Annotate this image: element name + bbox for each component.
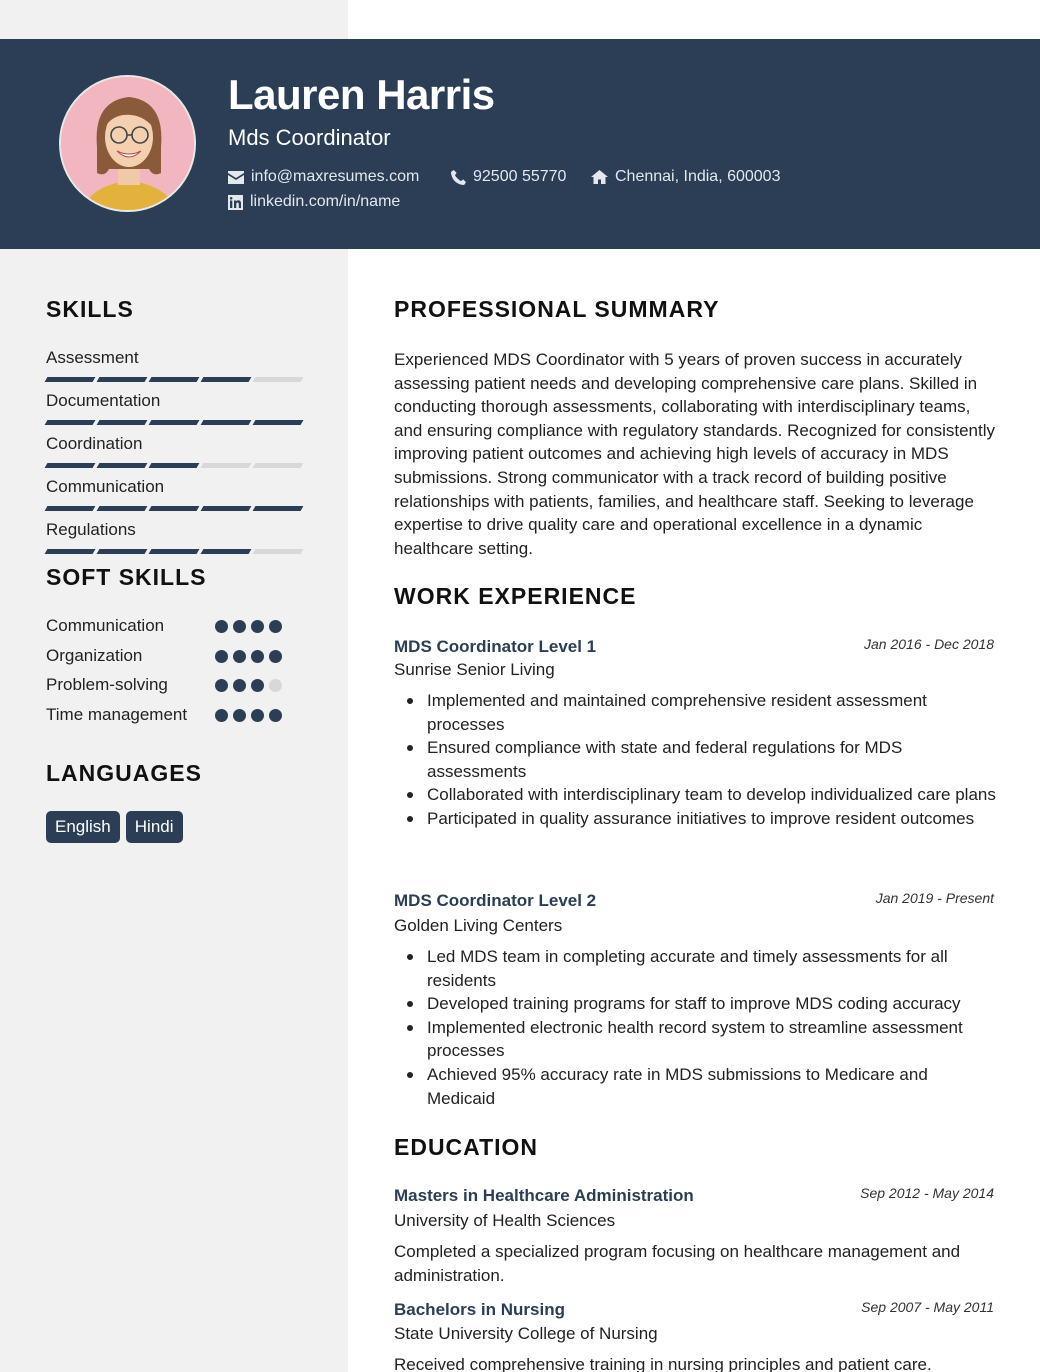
skill-label: Communication xyxy=(46,477,165,496)
email-text: info@maxresumes.com xyxy=(251,168,420,185)
list-item: Ensured compliance with state and federal regulations for MDS assessments xyxy=(394,736,998,783)
job-role: MDS Coordinator Level 2 xyxy=(394,891,597,910)
skill-label: Assessment xyxy=(46,348,139,367)
phone-icon xyxy=(451,170,466,185)
soft-skill-label: Communication xyxy=(46,616,165,635)
job-dates: Jan 2019 - Present xyxy=(875,890,994,906)
job-role: MDS Coordinator Level 1 xyxy=(394,637,597,656)
summary-heading: PROFESSIONAL SUMMARY xyxy=(394,296,720,322)
job-dates: Jan 2016 - Dec 2018 xyxy=(864,636,994,652)
language-badge: Hindi xyxy=(126,811,183,843)
degree-title: Masters in Healthcare Administration xyxy=(394,1186,694,1205)
skill-level-segment xyxy=(253,549,304,554)
summary-text: Experienced MDS Coordinator with 5 years of proven success in accurately assessing patient needs and developing comprehensive care plans. Skilled in conducting thorough assessments, collaborating with interdisciplinary teams, and ensuring compliance with regulatory standards. Recognized for consistently improving patient outcomes and achieving high levels of accuracy in MDS submissions. Strong communicator with a track record of building positive relationships with patients, families, and healthcare staff. Seeking to leverage expertise to drive quality care and operational excellence in a dynamic healthcare setting. xyxy=(394,350,995,558)
rating-dot xyxy=(269,679,282,692)
skill-level-segment xyxy=(45,549,96,554)
email-contact[interactable] xyxy=(228,168,419,186)
experience-heading: WORK EXPERIENCE xyxy=(394,583,637,609)
linkedin-icon xyxy=(228,195,243,210)
school-name: State University College of Nursing xyxy=(394,1324,658,1343)
list-item: Implemented and maintained comprehensive resident assessment processes xyxy=(394,689,998,736)
rating-dot xyxy=(269,620,282,633)
rating-dot xyxy=(269,709,282,722)
list-item: Participated in quality assurance initiatives to improve resident outcomes xyxy=(394,807,998,831)
languages-list xyxy=(46,811,183,843)
skill-level-segment xyxy=(201,506,252,511)
skill-level-segment xyxy=(45,506,96,511)
skill-level-segment xyxy=(201,549,252,554)
skill-level-segment xyxy=(253,420,304,425)
job-bullets xyxy=(394,945,998,1110)
soft-skill-label: Time management xyxy=(46,705,188,724)
rating-dot xyxy=(215,709,228,722)
linkedin-text: linkedin.com/in/name xyxy=(250,193,401,210)
skill-level-segment xyxy=(97,463,148,468)
skill-level-segment xyxy=(149,506,200,511)
rating-dot xyxy=(215,620,228,633)
rating-dot xyxy=(233,620,246,633)
resume-header xyxy=(0,39,1040,249)
languages-heading: LANGUAGES xyxy=(46,760,202,786)
skill-level-segment xyxy=(97,420,148,425)
list-item: Achieved 95% accuracy rate in MDS submissions to Medicare and Medicaid xyxy=(394,1063,998,1110)
location-contact xyxy=(591,168,780,186)
skill-level-segment xyxy=(45,420,96,425)
skill-label: Coordination xyxy=(46,434,143,453)
rating-dot xyxy=(251,650,264,663)
avatar xyxy=(59,75,196,212)
skill-level-segment xyxy=(149,549,200,554)
job-company: Sunrise Senior Living xyxy=(394,660,555,679)
job-company: Golden Living Centers xyxy=(394,916,563,935)
location-text: Chennai, India, 600003 xyxy=(615,168,781,185)
education-heading: EDUCATION xyxy=(394,1134,539,1160)
education-description: Received comprehensive training in nursing principles and patient care. xyxy=(394,1355,932,1372)
education-dates: Sep 2012 - May 2014 xyxy=(860,1185,994,1201)
skills-heading: SKILLS xyxy=(46,296,134,322)
rating-dot xyxy=(269,650,282,663)
rating-dot xyxy=(233,679,246,692)
skill-level-segment xyxy=(253,506,304,511)
list-item: Collaborated with interdisciplinary team to develop individualized care plans xyxy=(394,783,998,807)
candidate-title: Mds Coordinator xyxy=(228,125,391,150)
skill-level-segment xyxy=(253,463,304,468)
skill-level-bar xyxy=(46,506,302,511)
phone-text: 92500 55770 xyxy=(473,168,567,185)
soft-skill-rating xyxy=(215,679,282,692)
skill-level-bar xyxy=(46,549,302,554)
rating-dot xyxy=(233,650,246,663)
job-bullets xyxy=(394,689,998,831)
skill-level-segment xyxy=(149,420,200,425)
list-item: Developed training programs for staff to improve MDS coding accuracy xyxy=(394,992,998,1016)
skill-level-segment xyxy=(149,377,200,382)
skill-level-segment xyxy=(201,420,252,425)
skill-level-segment xyxy=(201,377,252,382)
soft-skill-rating xyxy=(215,650,282,663)
soft-skill-label: Organization xyxy=(46,646,143,665)
candidate-name: Lauren Harris xyxy=(228,71,495,118)
education-description: Completed a specialized program focusing on healthcare management and administration. xyxy=(394,1242,961,1285)
rating-dot xyxy=(233,709,246,722)
language-badge: English xyxy=(46,811,120,843)
skill-level-segment xyxy=(45,377,96,382)
skill-level-segment xyxy=(97,506,148,511)
soft-skill-label: Problem-solving xyxy=(46,675,168,694)
skill-level-bar xyxy=(46,463,302,468)
phone-contact[interactable] xyxy=(451,168,566,186)
rating-dot xyxy=(215,679,228,692)
skill-level-bar xyxy=(46,377,302,382)
skill-level-segment xyxy=(45,463,96,468)
skill-level-segment xyxy=(149,463,200,468)
skill-level-segment xyxy=(97,549,148,554)
home-icon xyxy=(591,170,608,184)
envelope-icon xyxy=(228,171,244,184)
portrait-illustration xyxy=(61,77,196,212)
rating-dot xyxy=(251,709,264,722)
school-name: University of Health Sciences xyxy=(394,1211,616,1230)
linkedin-contact[interactable] xyxy=(228,193,400,211)
soft-skills-heading: SOFT SKILLS xyxy=(46,564,207,590)
skill-label: Documentation xyxy=(46,391,161,410)
skill-level-segment xyxy=(97,377,148,382)
list-item: Led MDS team in completing accurate and timely assessments for all residents xyxy=(394,945,998,992)
rating-dot xyxy=(215,650,228,663)
degree-title: Bachelors in Nursing xyxy=(394,1300,565,1319)
skill-level-bar xyxy=(46,420,302,425)
rating-dot xyxy=(251,679,264,692)
skill-level-segment xyxy=(253,377,304,382)
list-item: Implemented electronic health record system to streamline assessment processes xyxy=(394,1016,998,1063)
soft-skill-rating xyxy=(215,620,282,633)
skill-label: Regulations xyxy=(46,520,136,539)
soft-skill-rating xyxy=(215,709,282,722)
rating-dot xyxy=(251,620,264,633)
skill-level-segment xyxy=(201,463,252,468)
education-dates: Sep 2007 - May 2011 xyxy=(861,1299,994,1315)
